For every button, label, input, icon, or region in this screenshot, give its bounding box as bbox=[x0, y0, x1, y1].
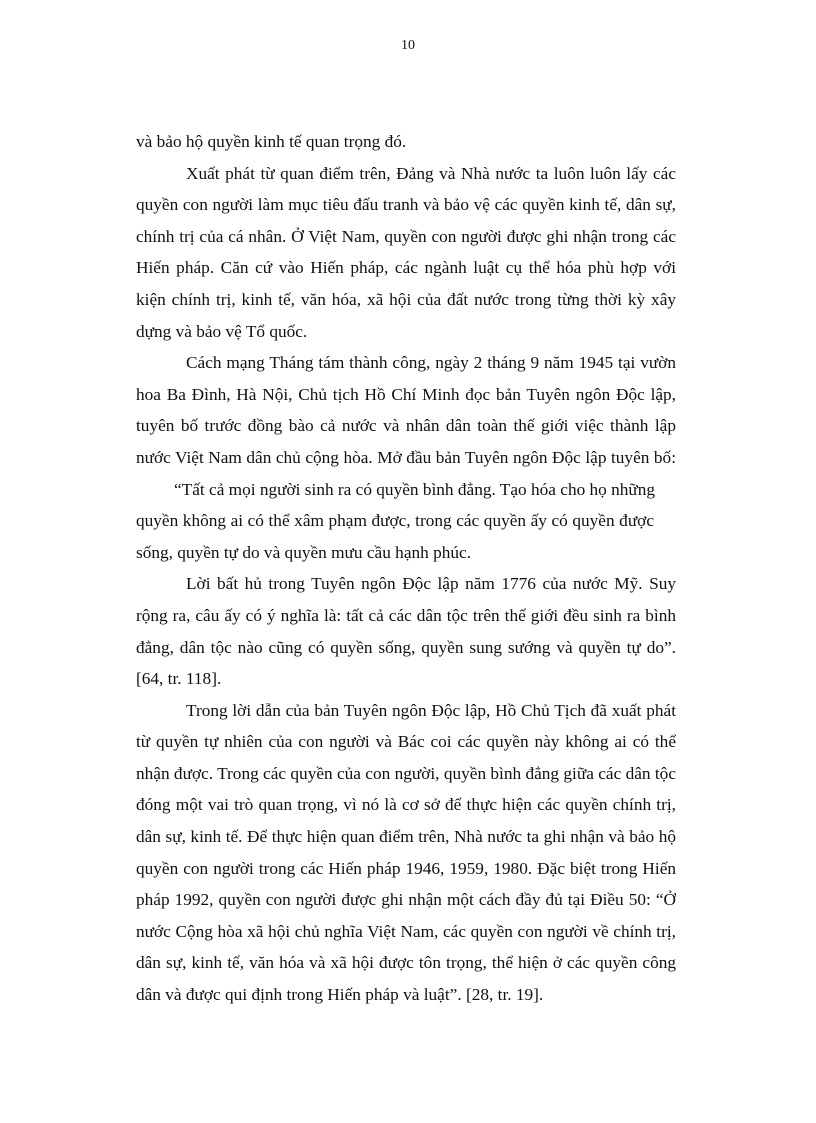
page-number: 10 bbox=[401, 38, 415, 53]
text-line: từ quyền tự nhiên của con người và Bác coi các quyền này không ai có thể bbox=[136, 732, 676, 752]
text-line: hoa Ba Đình, Hà Nội, Chủ tịch Hồ Chí Minh đọc bản Tuyên ngôn Độc lập, bbox=[136, 384, 676, 404]
text-line: Xuất phát từ quan điểm trên, Đảng và Nhà nước ta luôn luôn lấy các bbox=[186, 163, 676, 183]
text-line: chính trị của cá nhân. Ở Việt Nam, quyền con người được ghi nhận trong các bbox=[136, 226, 676, 246]
text-line: kiện chính trị, kinh tế, văn hóa, xã hội của đất nước trong từng thời kỳ xây bbox=[136, 289, 676, 309]
text-line: đóng một vai trò quan trọng, vì nó là cơ sở để thực hiện các quyền chính trị, bbox=[136, 795, 676, 815]
text-line: dân sự, kinh tế, văn hóa và xã hội được tôn trọng, thể hiện ở các quyền công bbox=[136, 953, 676, 973]
text-line: tuyên bố trước đồng bào cả nước và nhân dân toàn thế giới việc thành lập bbox=[136, 416, 676, 436]
quote-line: sống, quyền tự do và quyền mưu cầu hạnh phúc. bbox=[136, 542, 472, 562]
quote-line: “Tất cả mọi người sinh ra có quyền bình đẳng. Tạo hóa cho họ những bbox=[174, 479, 656, 499]
body-text bbox=[136, 126, 676, 1011]
text-line: [64, tr. 118]. bbox=[136, 669, 222, 689]
quote-line: quyền không ai có thể xâm phạm được, trong các quyền ấy có quyền được bbox=[136, 511, 654, 531]
text-line: nhận được. Trong các quyền của con người, quyền bình đẳng giữa các dân tộc bbox=[136, 763, 676, 783]
text-line: và bảo hộ quyền kinh tế quan trọng đó. bbox=[136, 132, 407, 151]
text-line: Hiến pháp. Căn cứ vào Hiến pháp, các ngành luật cụ thể hóa phù hợp với bbox=[136, 258, 676, 278]
text-line: dân và được qui định trong Hiến pháp và luật”. [28, tr. 19]. bbox=[136, 985, 544, 1005]
text-line: đẳng, dân tộc nào cũng có quyền sống, quyền sung sướng và quyền tự do”. bbox=[136, 637, 676, 657]
text-line: dân sự, kinh tế. Để thực hiện quan điểm trên, Nhà nước ta ghi nhận và bảo hộ bbox=[136, 827, 676, 847]
text-line: Cách mạng Tháng tám thành công, ngày 2 tháng 9 năm 1945 tại vườn bbox=[186, 353, 676, 373]
text-line: Lời bất hủ trong Tuyên ngôn Độc lập năm 1776 của nước Mỹ. Suy bbox=[186, 574, 676, 594]
text-line: dựng và bảo vệ Tổ quốc. bbox=[136, 321, 308, 341]
text-line: Trong lời dẫn của bản Tuyên ngôn Độc lập, Hồ Chủ Tịch đã xuất phát bbox=[186, 700, 676, 720]
text-line: quyền con người làm mục tiêu đấu tranh và bảo vệ các quyền kinh tế, dân sự, bbox=[136, 195, 676, 215]
text-line: nước Việt Nam dân chủ cộng hòa. Mở đầu bản Tuyên ngôn Độc lập tuyên bố: bbox=[136, 447, 676, 467]
text-line: nước Cộng hòa xã hội chủ nghĩa Việt Nam, các quyền con người về chính trị, bbox=[136, 921, 676, 941]
text-line: quyền con người trong các Hiến pháp 1946, 1959, 1980. Đặc biệt trong Hiến bbox=[136, 858, 676, 878]
text-line: rộng ra, câu ấy có ý nghĩa là: tất cả các dân tộc trên thế giới đều sinh ra bình bbox=[136, 605, 676, 625]
text-line: pháp 1992, quyền con người được ghi nhận một cách đầy đủ tại Điều 50: “Ở bbox=[136, 890, 676, 910]
